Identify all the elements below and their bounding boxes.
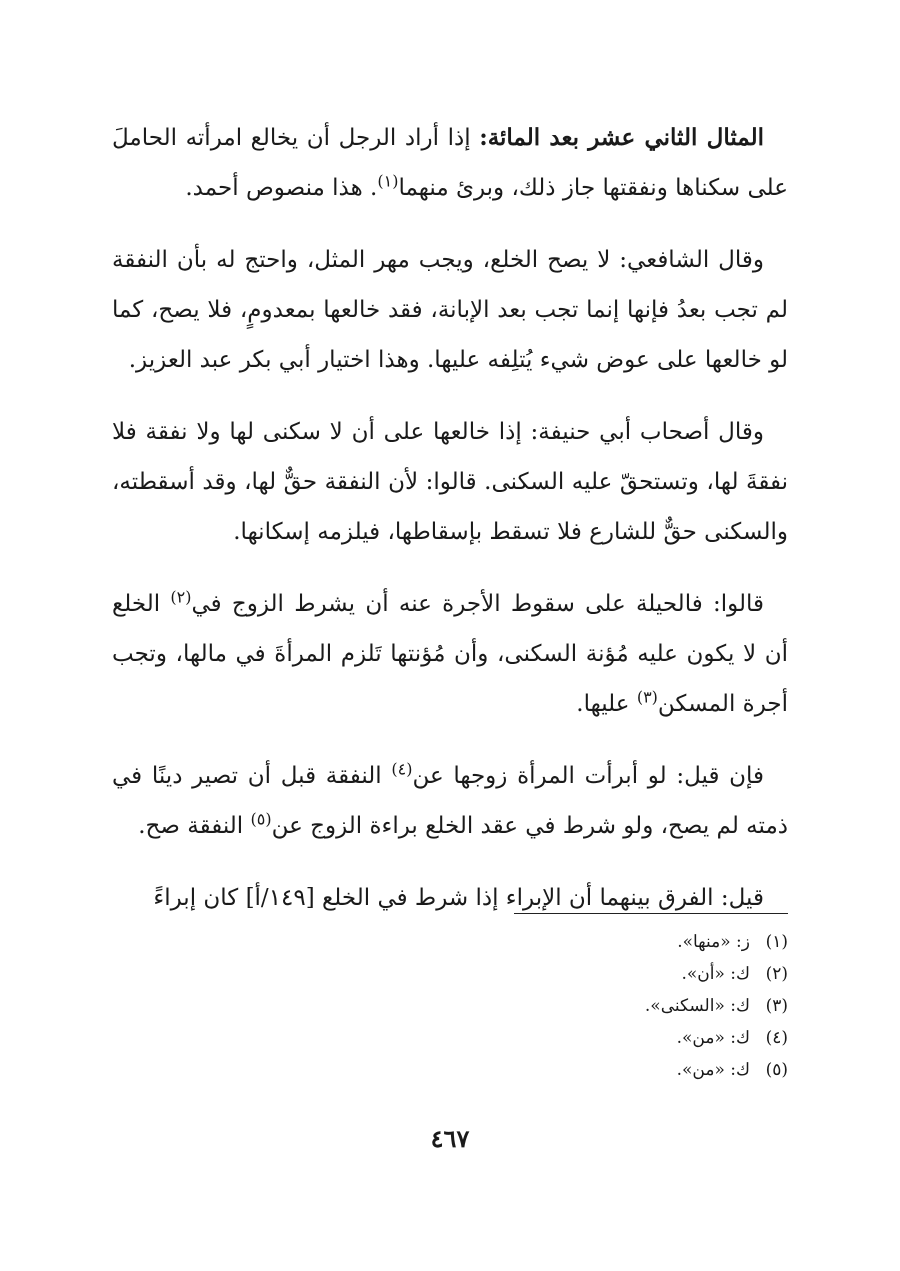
paragraph-text: قيل: الفرق بينهما أن الإبراء إذا شرط في الخلع [١٤٩/أ] كان إبراءً <box>153 885 764 911</box>
footnote-item <box>288 1022 788 1054</box>
paragraph-3 <box>112 407 788 557</box>
footnote-item <box>288 926 788 958</box>
footnotes-list <box>288 926 788 1086</box>
footnote-separator <box>514 913 788 914</box>
paragraph-1 <box>112 113 788 213</box>
paragraph-5 <box>112 751 788 851</box>
footnote-text: ك: «السكنى». <box>644 996 750 1016</box>
footnote-text: ك: «من». <box>676 1028 750 1048</box>
footnote-ref[interactable]: (١) <box>377 171 399 191</box>
paragraph-text: إذا أراد الرجل أن يخالع امرأته الحاملَ على سكناها ونفقتها جاز ذلك، وبرئ منهما <box>112 125 788 201</box>
footnote-text: ك: «أن». <box>681 964 750 984</box>
main-text <box>112 113 788 923</box>
footnote-item <box>288 958 788 990</box>
paragraph-4 <box>112 579 788 729</box>
footnote-number: (١) <box>765 932 788 952</box>
paragraph-text: . هذا منصوص أحمد. <box>185 175 378 201</box>
paragraph-6 <box>112 873 788 923</box>
footnote-number: (٤) <box>765 1028 788 1048</box>
footnote-text: ز: «منها». <box>677 932 750 952</box>
paragraph-text: وقال الشافعي: لا يصح الخلع، ويجب مهر المثل، واحتج له بأن النفقة لم تجب بعدُ فإنها إنما تجب بعد الإبانة، فقد خالعها بمعدومٍ، فلا يصح، كما لو خالعها على عوض شيء يُتلِفه عليها. وهذا اختيار أبي بكر عبد العزيز. <box>112 247 788 373</box>
footnote-ref[interactable]: (٥) <box>250 809 272 829</box>
footnote-item <box>288 1054 788 1086</box>
footnote-number: (٥) <box>765 1060 788 1080</box>
paragraph-text: قالوا: فالحيلة على سقوط الأجرة عنه أن يشرط الزوج في <box>191 591 764 617</box>
section-heading: المثال الثاني عشر بعد المائة: <box>479 124 764 151</box>
paragraph-text: فإن قيل: لو أبرأت المرأة زوجها عن <box>412 763 764 789</box>
paragraph-text: عليها. <box>576 691 637 717</box>
page-number: ٤٦٧ <box>430 1124 470 1153</box>
footnote-ref[interactable]: (٢) <box>170 587 192 607</box>
footnote-number: (٣) <box>765 996 788 1016</box>
paragraph-2 <box>112 235 788 385</box>
paragraph-text: الخلع أن لا يكون عليه مُؤنة السكنى، وأن مُؤنتها تَلزم المرأةَ في مالها، وتجب أجرة المسكن <box>112 591 788 717</box>
footnote-number: (٢) <box>765 964 788 984</box>
footnote-ref[interactable]: (٤) <box>391 759 413 779</box>
footnote-ref[interactable]: (٣) <box>636 687 658 707</box>
paragraph-text: النفقة صح. <box>138 813 251 839</box>
paragraph-text: وقال أصحاب أبي حنيفة: إذا خالعها على أن لا سكنى لها ولا نفقة فلا نفقةَ لها، وتستحقّ عليه السكنى. قالوا: لأن النفقة حقٌّ لها، وقد أسقطته، والسكنى حقٌّ للشارع فلا تسقط بإسقاطها، فيلزمه إسكانها. <box>112 419 788 545</box>
footnote-item <box>288 990 788 1022</box>
paragraph-text: النفقة قبل أن تصير دينًا في ذمته لم يصح، ولو شرط في عقد الخلع براءة الزوج عن <box>112 763 788 839</box>
footnote-text: ك: «من». <box>676 1060 750 1080</box>
